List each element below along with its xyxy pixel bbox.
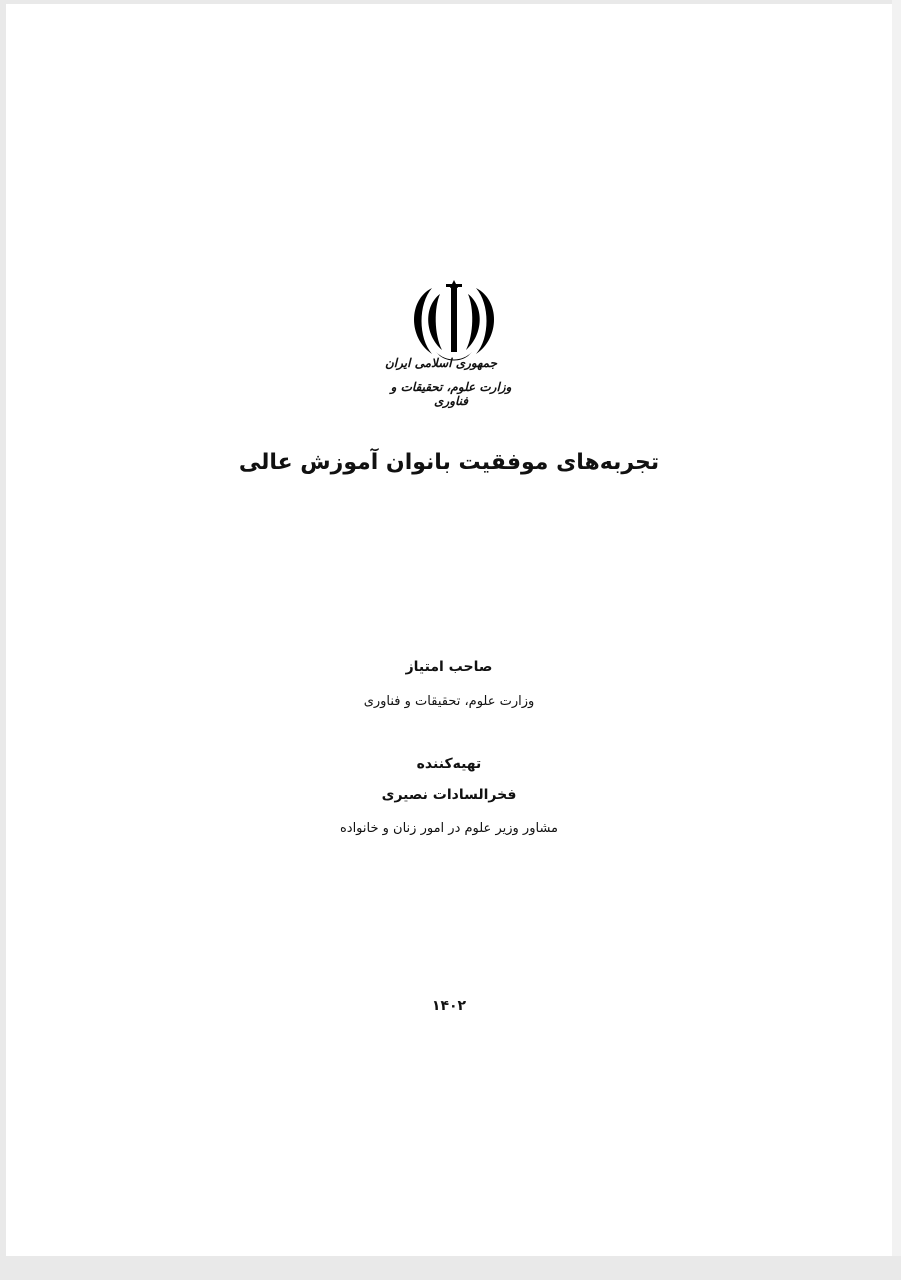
bottom-margin <box>0 1256 901 1280</box>
iran-emblem-icon <box>402 272 506 368</box>
publication-year: ۱۴۰۲ <box>431 998 467 1014</box>
document-title: تجربه‌های موفقیت بانوان آموزش عالی <box>238 450 660 475</box>
preparer-role: مشاور وزیر علوم در امور زنان و خانواده <box>339 821 559 836</box>
emblem-caption-ministry: وزارت علوم، تحقیقات و فناوری <box>390 380 512 408</box>
preparer-label: تهیه‌کننده <box>416 756 482 772</box>
page-edge <box>892 0 901 1280</box>
owner-value: وزارت علوم، تحقیقات و فناوری <box>363 694 535 709</box>
owner-label: صاحب امتیاز <box>405 659 493 675</box>
preparer-name: فخرالسادات نصیری <box>381 787 517 803</box>
document-page <box>6 4 892 1256</box>
emblem-caption-country: جمهوری اسلامی ایران <box>384 356 498 370</box>
